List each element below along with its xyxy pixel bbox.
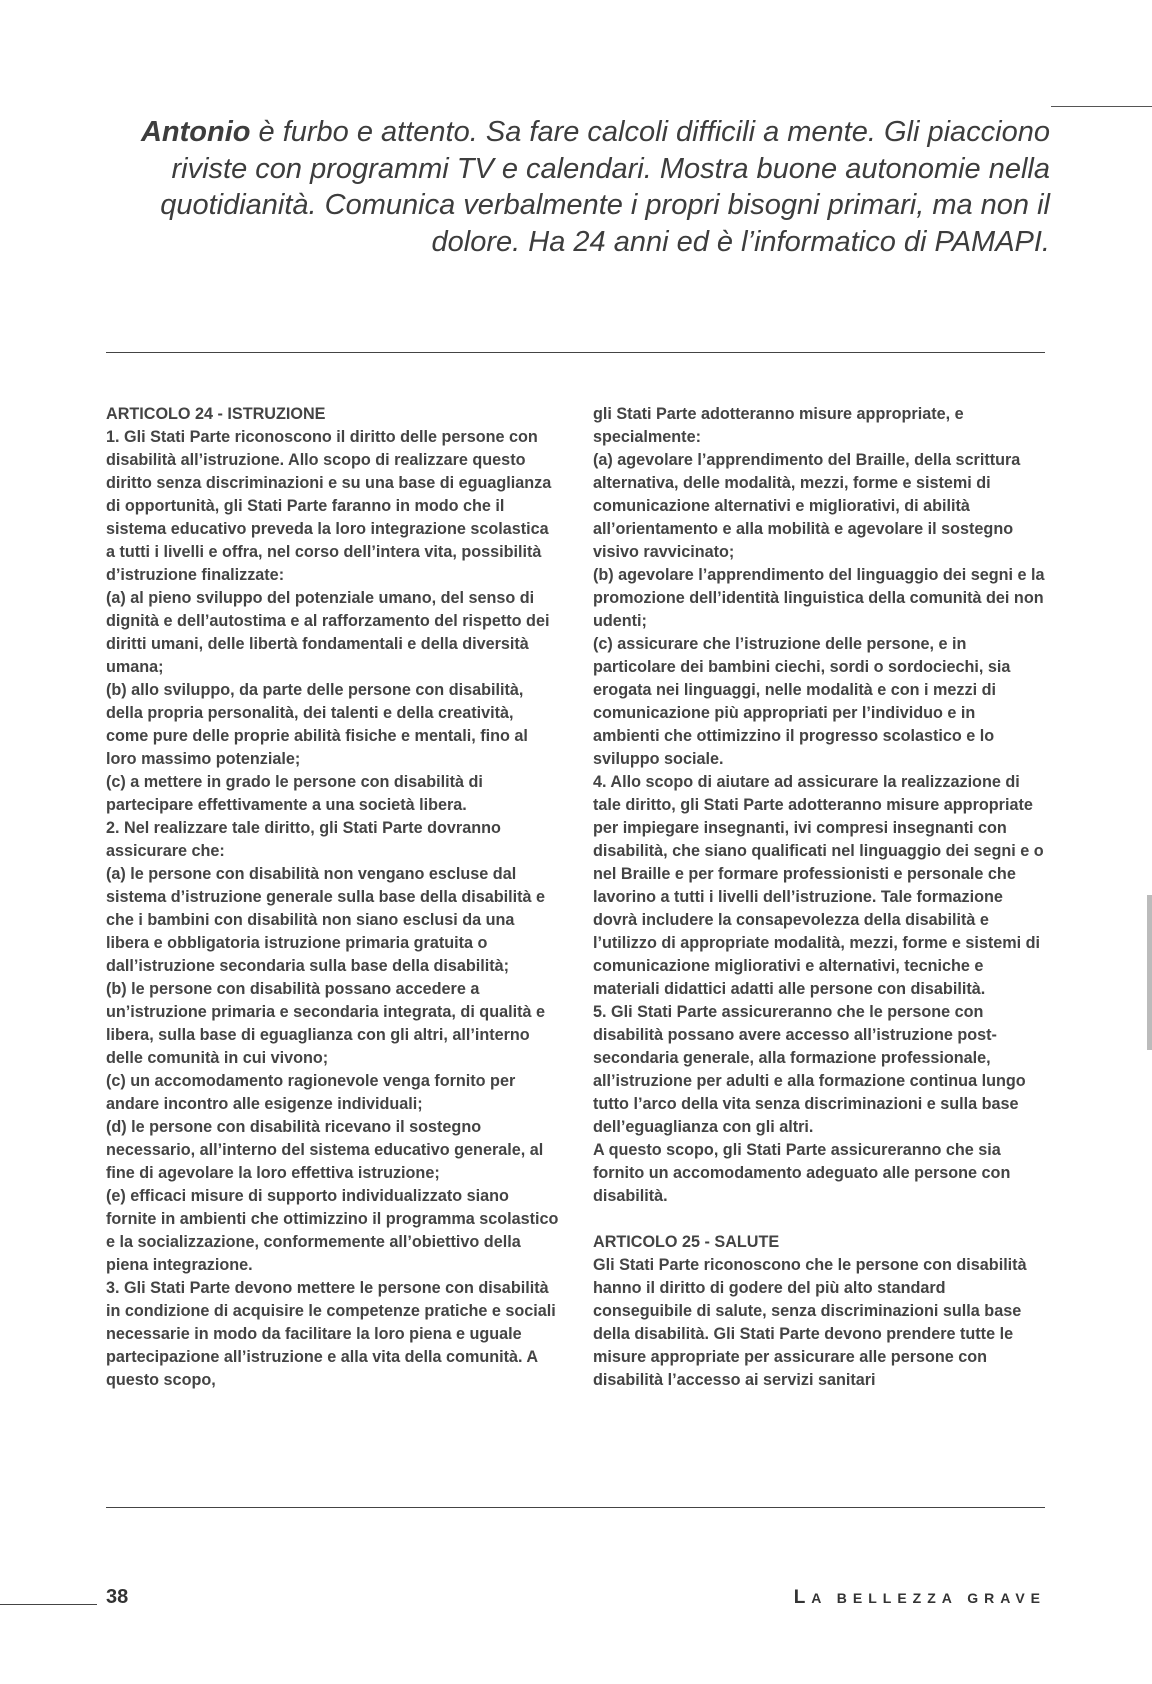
left-paragraph: (a) le persone con disabilità non vengano escluse dal sistema d’istruzione generale sulla base della disabilità e che i bambini con disabilità non siano esclusi da una libera e obbligatoria istruzione primaria gratuita o dall’istruzione secondaria sulla base della disabilità;	[106, 865, 546, 975]
left-paragraph: (c) a mettere in grado le persone con disabilità di partecipare effettivamente a una società libera.	[106, 773, 483, 814]
left-paragraph: 2. Nel realizzare tale diritto, gli Stati Parte dovranno assicurare che:	[106, 819, 501, 860]
left-paragraph: (d) le persone con disabilità ricevano il sostegno necessario, all’interno del sistema educativo generale, al fine di agevolare la loro effettiva istruzione;	[106, 1118, 544, 1182]
divider-top	[106, 352, 1045, 353]
left-paragraph: (a) al pieno sviluppo del potenziale umano, del senso di dignità e dell’autostima e al rafforzamento del rispetto dei diritti umani, delle libertà fondamentali e della diversità umana;	[106, 589, 550, 676]
running-title-rest: A BELLEZZA GRAVE	[811, 1590, 1046, 1606]
right-paragraph: (b) agevolare l’apprendimento del linguaggio dei segni e la promozione dell’identità linguistica della comunità dei non udenti;	[593, 566, 1045, 630]
left-paragraph: (e) efficaci misure di supporto individualizzato siano fornite in ambienti che ottimizzino il programma scolastico e la socializzazione, conformemente all’obiettivo della piena integrazione.	[106, 1187, 559, 1274]
left-paragraph: (b) allo sviluppo, da parte delle persone con disabilità, della propria personalità, dei talenti e della creatività, come pure delle proprie abilità fisiche e mentali, fino al loro massimo potenziale;	[106, 681, 528, 768]
right-paragraph: (c) assicurare che l’istruzione delle persone, e in particolare dei bambini ciechi, sordi o sordociechi, sia erogata nei linguaggi, nelle modalità e con i mezzi di comunicazione più appropriati per l’individuo e in ambienti che ottimizzino il progresso scolastico e lo sviluppo sociale.	[593, 635, 1011, 768]
top-right-rule	[1051, 106, 1152, 107]
page-edge-mark	[1147, 895, 1152, 1050]
left-paragraph: 3. Gli Stati Parte devono mettere le persone con disabilità in condizione di acquisire le competenze pratiche e sociali necessarie in modo da facilitare la loro piena e uguale partecipazione all’istruzione e alla vita della comunità. A questo scopo,	[106, 1279, 556, 1389]
section-gap	[593, 1208, 1046, 1231]
intro-quote	[110, 114, 1050, 260]
right-paragraph: 5. Gli Stati Parte assicureranno che le persone con disabilità possano avere accesso all’istruzione post-secondaria generale, alla formazione professionale, all’istruzione per adulti e alla formazione continua lungo tutto l’arco della vita senza discriminazioni e sulla base dell’eguaglianza con gli altri.	[593, 1003, 1026, 1136]
right-paragraph: (a) agevolare l’apprendimento del Braille, della scrittura alternativa, delle modalità, mezzi, forme e sistemi di comunicazione alternativi e migliorativi, di abilità all’orientamento e alla mobilità e agevolare il sostegno visivo ravvicinato;	[593, 451, 1021, 561]
page-number: 38	[106, 1586, 129, 1608]
left-paragraph: (c) un accomodamento ragionevole venga fornito per andare incontro alle esigenze individuali;	[106, 1072, 516, 1113]
right-column	[593, 403, 1046, 1392]
running-title	[794, 1587, 1046, 1609]
article-25-heading: ARTICOLO 25 - SALUTE	[593, 1233, 780, 1251]
article-24-heading: ARTICOLO 24 - ISTRUZIONE	[106, 405, 326, 423]
left-column	[106, 403, 559, 1392]
left-paragraph: 1. Gli Stati Parte riconoscono il diritto delle persone con disabilità all’istruzione. Allo scopo di realizzare questo diritto senza discriminazioni e su una base di eguaglianza di opportunità, gli Stati Parte faranno in modo che il sistema educativo preveda la loro integrazione scolastica a tutti i livelli e offra, nel corso dell’intera vita, possibilità d’istruzione finalizzate:	[106, 428, 552, 584]
running-title-initial: L	[793, 1587, 812, 1608]
right-paragraph: Gli Stati Parte riconoscono che le persone con disabilità hanno il diritto di godere del più alto standard conseguibile di salute, senza discriminazioni sulla base della disabilità. Gli Stati Parte devono prendere tutte le misure appropriate per assicurare alle persone con disabilità l’accesso ai servizi sanitari	[593, 1256, 1027, 1389]
right-paragraph: A questo scopo, gli Stati Parte assicureranno che sia fornito un accomodamento adeguato alle persone con disabilità.	[593, 1141, 1011, 1205]
right-paragraph: 4. Allo scopo di aiutare ad assicurare la realizzazione di tale diritto, gli Stati Parte adotteranno misure appropriate per impiegare insegnanti, ivi compresi insegnanti con disabilità, che siano qualificati nel linguaggio dei segni e o nel Braille e per formare professionisti e personale che lavorino a tutti i livelli dell’istruzione. Tale formazione dovrà includere la consapevolezza della disabilità e l’utilizzo di appropriate modalità, mezzi, forme e sistemi di comunicazione migliorativi e alternativi, tecniche e materiali didattici adatti alle persone con disabilità.	[593, 773, 1044, 998]
intro-name: Antonio	[140, 116, 251, 148]
intro-text: è furbo e attento. Sa fare calcoli difficili a mente. Gli piacciono riviste con programmi TV e calendari. Mostra buone autonomie nella quotidianità. Comunica verbalmente i propri bisogni primari, ma non il dolore. Ha 24 anni ed è l’informatico di PAMAPI.	[160, 116, 1050, 258]
footer-rule	[0, 1604, 97, 1605]
left-paragraph: (b) le persone con disabilità possano accedere a un’istruzione primaria e secondaria integrata, di qualità e libera, sulla base di eguaglianza con gli altri, all’interno delle comunità in cui vivono;	[106, 980, 545, 1067]
divider-bottom	[106, 1507, 1045, 1508]
right-paragraph: gli Stati Parte adotteranno misure appropriate, e specialmente:	[593, 405, 964, 446]
